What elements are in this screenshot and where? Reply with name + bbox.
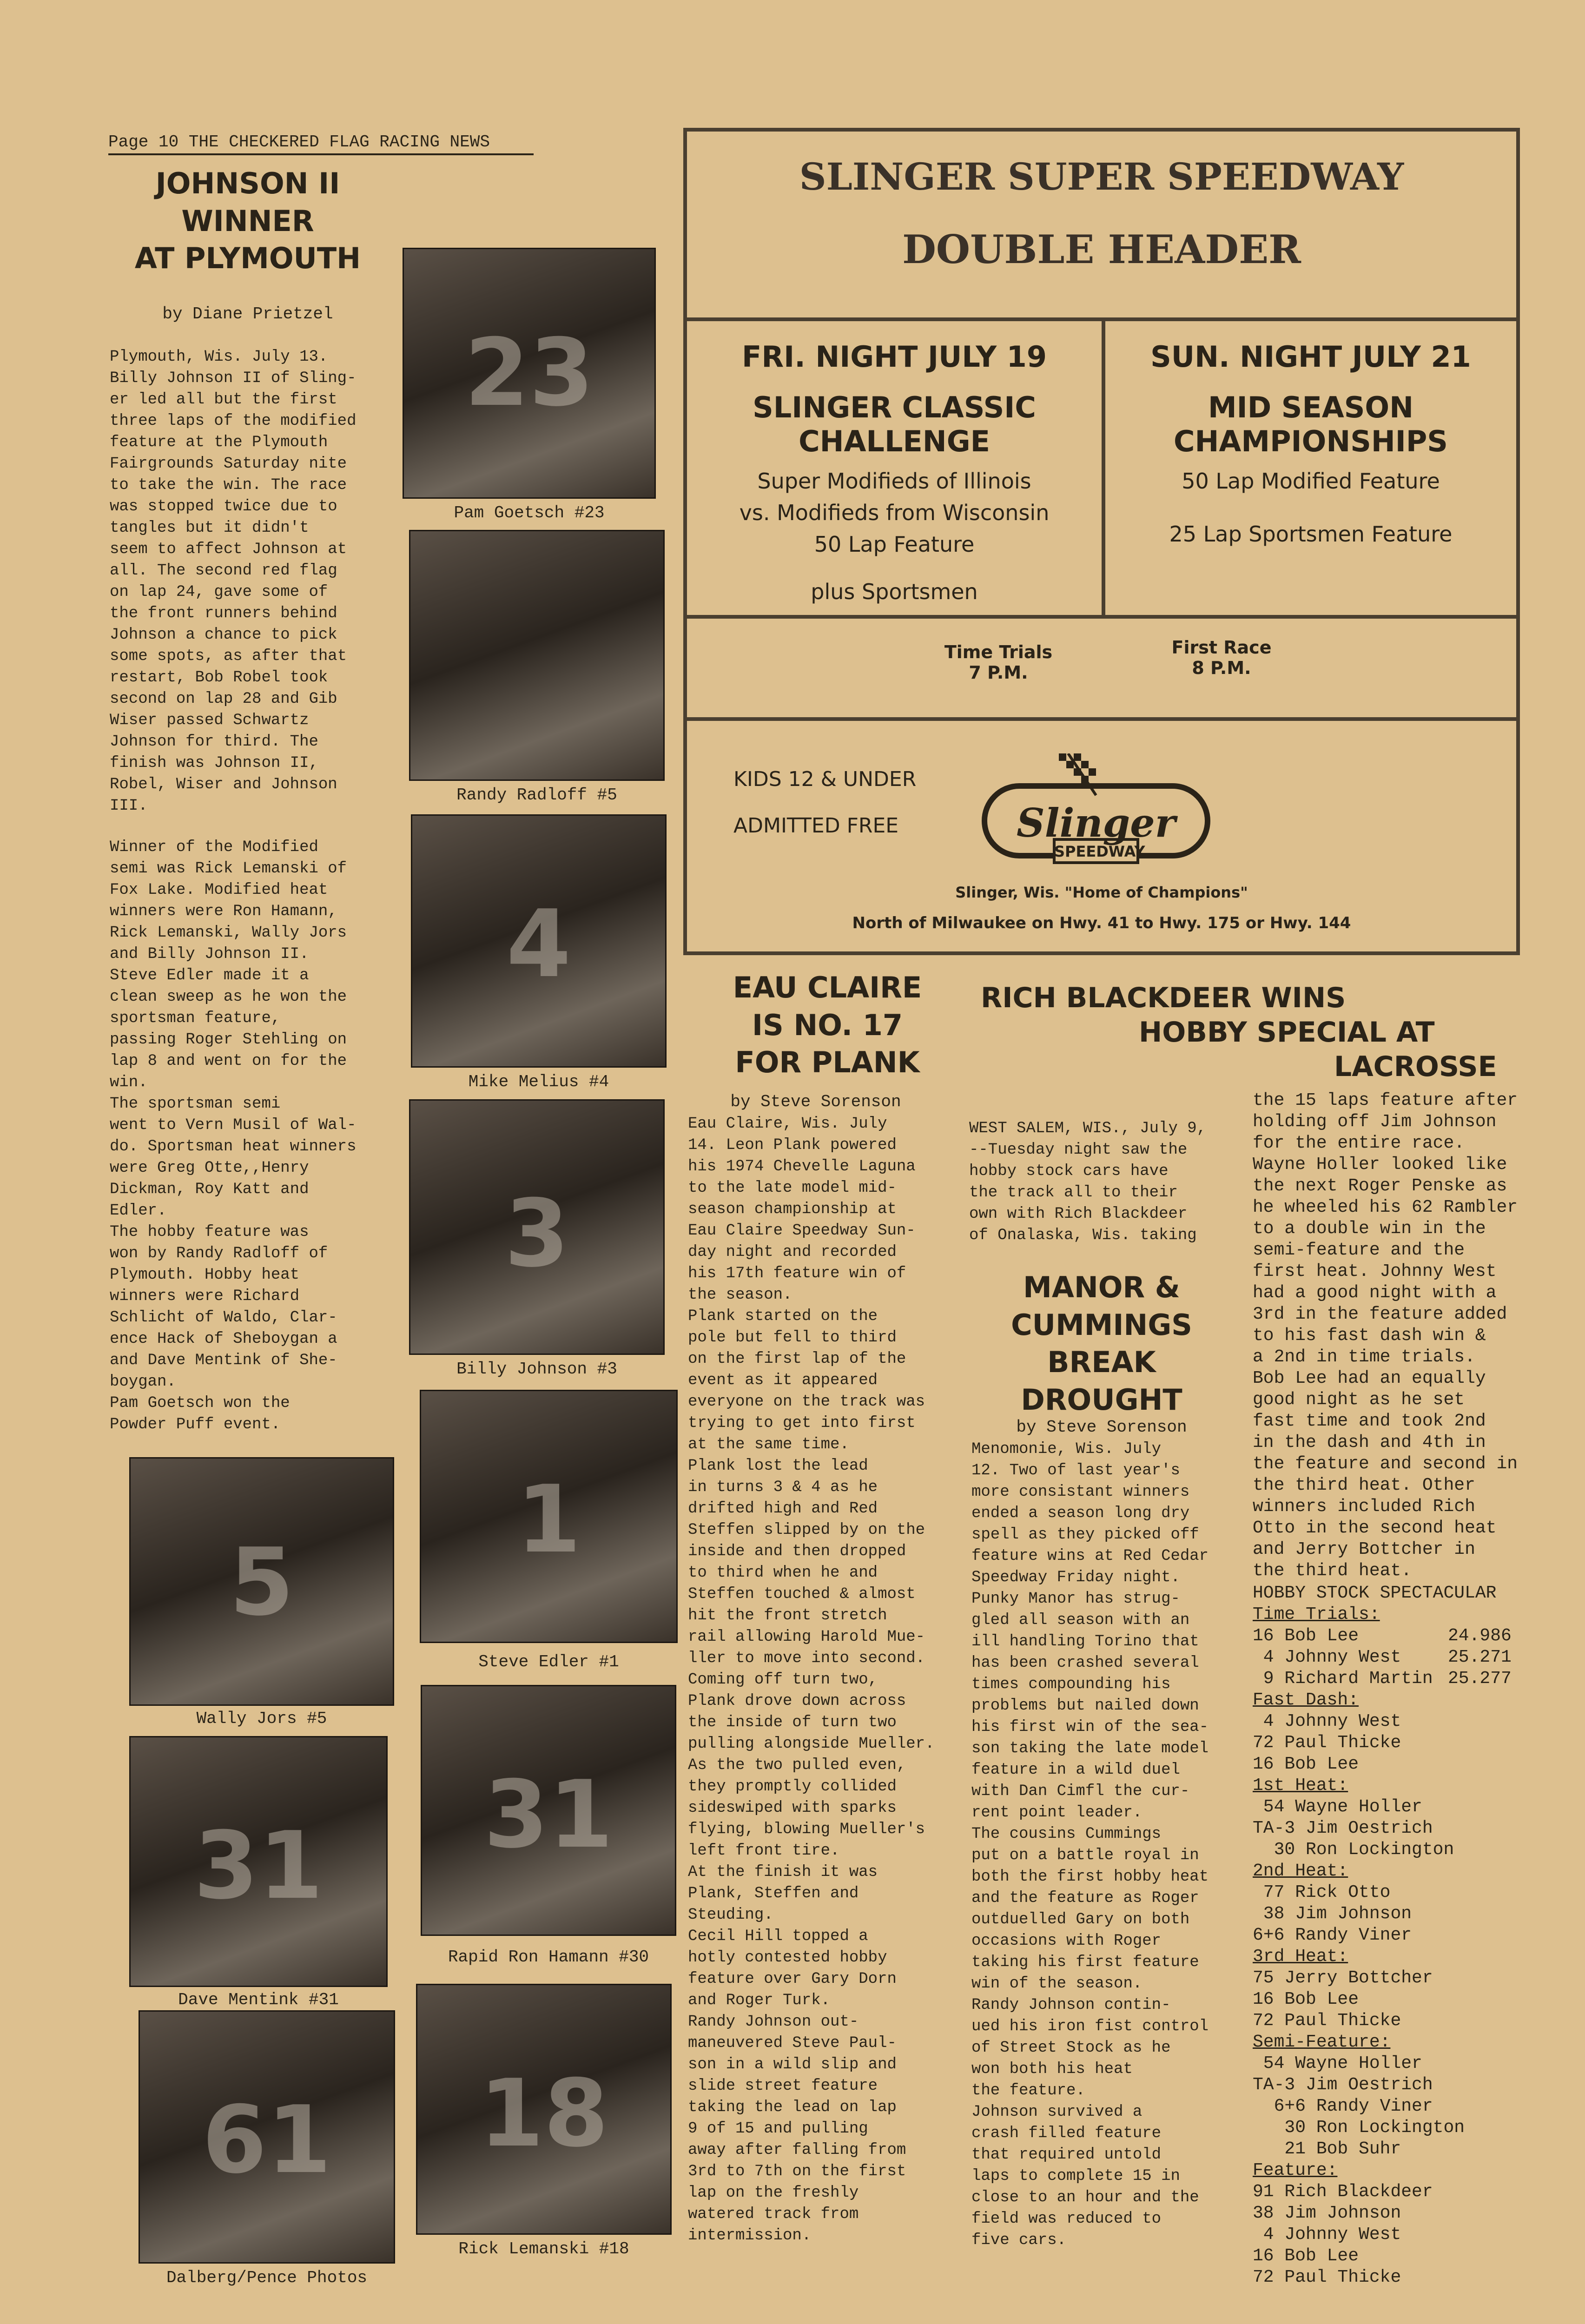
results-time: 25.277 — [1448, 1669, 1512, 1689]
results-driver: 54 Wayne Holler — [1253, 1797, 1422, 1817]
car-number: 61 — [202, 2086, 332, 2194]
headline-line: EAU CLAIRE — [733, 971, 922, 1004]
ad-sunday — [1105, 321, 1516, 615]
car-number: 23 — [464, 319, 594, 427]
results-driver: TA-3 Jim Oestrich — [1253, 1818, 1433, 1838]
results-row — [1253, 1754, 1522, 1775]
ad-tagline: Slinger, Wis. "Home of Champions" — [955, 884, 1248, 901]
results-driver: TA-3 Jim Oestrich — [1253, 2075, 1433, 2095]
logo-wordmark: Slinger — [1017, 800, 1176, 846]
results-driver: 77 Rick Otto — [1253, 1882, 1391, 1902]
results-label: Feature: — [1253, 2160, 1338, 2180]
results-row — [1253, 2224, 1522, 2245]
photo-car-61 — [139, 2010, 395, 2264]
car-number: 4 — [506, 890, 571, 998]
results-driver: 6+6 Randy Viner — [1253, 2096, 1433, 2116]
ad-fri-line: 50 Lap Feature — [814, 532, 975, 557]
results-driver: 72 Paul Thicke — [1253, 2267, 1401, 2287]
ad-friday — [687, 321, 1105, 615]
headline-line: JOHNSON II — [155, 166, 340, 200]
results-label: 3rd Heat: — [1253, 1947, 1348, 1967]
results-row — [1253, 1647, 1522, 1668]
results-row — [1253, 1903, 1522, 1925]
article4-headline — [985, 1269, 1218, 1419]
photo-car-18 — [416, 1984, 672, 2235]
results-time: 24.986 — [1448, 1626, 1512, 1646]
article3-headline — [981, 981, 1501, 1084]
article2-body: Eau Claire, Wis. July 14. Leon Plank powered his 1974 Chevelle Laguna to the late model mid- season championship at Eau Claire Speedway Sun- day night and recorded his 17th feature win of the season. Plank started on the pole but fell to third on the first lap of the event as it appeared everyone on the track was trying to get into first at the same time. Plank lost the lead in turns 3 & 4 as he drifted high and Red Steffen slipped by on the inside and then dropped to third when he and Steffen touched & almost hit the front stretch rail allowing Harold Mue- ller to move into second. Coming off turn two, Plank drove down across the inside of turn two pulling alongside Mueller. As the two pulled even, they promptly collided sideswiped with sparks flying, blowing Mueller's left front tire. At the finish it was Plank, Steffen and Steuding. Cecil Hill topped a hotly contested hobby feature over Gary Dorn and Roger Turk. Randy Johnson out- maneuvered Steve Paul- son in a wild slip and slide street feature taking the lead on lap 9 of 15 and pulling away after falling from 3rd to 7th on the first lap on the freshly watered track from intermission. — [688, 1115, 935, 2245]
ad-sun-date: SUN. NIGHT JULY 21 — [1150, 340, 1471, 374]
photo-car-3 — [409, 1099, 665, 1355]
slinger-logo — [980, 753, 1212, 870]
ad-bottom — [687, 717, 1516, 952]
headline-line: WINNER — [181, 204, 314, 238]
results-driver: 16 Bob Lee — [1253, 2246, 1359, 2266]
photo-car-31 — [129, 1736, 388, 1987]
results-driver: 9 Richard Martin — [1253, 1669, 1433, 1689]
photo-caption: Wally Jors #5 — [196, 1709, 327, 1728]
headline-line: CUMMINGS — [1011, 1307, 1192, 1342]
ad-fri-line: Super Modifieds of Illinois — [757, 469, 1031, 494]
results-row — [1253, 1625, 1522, 1647]
results-driver: 16 Bob Lee — [1253, 1626, 1359, 1646]
results-row — [1253, 2117, 1522, 2139]
results-row — [1253, 2074, 1522, 2096]
ad-sun-event: MID SEASON — [1208, 390, 1414, 424]
ad-kids: KIDS 12 & UNDER — [733, 767, 917, 791]
ad-time-trials-label: Time Trials — [944, 642, 1053, 662]
results-driver: 91 Rich Blackdeer — [1253, 2182, 1433, 2202]
ad-sun-line: 25 Lap Sportsmen Feature — [1169, 522, 1453, 547]
headline-line: AT PLYMOUTH — [134, 241, 361, 276]
headline-line: HOBBY SPECIAL AT — [1139, 1016, 1435, 1049]
article3-lead: WEST SALEM, WIS., July 9, --Tuesday night saw the hobby stock cars have the track all to their own with Rich Blackdeer of Onalaska, Wis. taking — [969, 1120, 1207, 1244]
results-driver: 38 Jim Johnson — [1253, 2203, 1401, 2223]
results-driver: 16 Bob Lee — [1253, 1989, 1359, 2009]
results-label: 2nd Heat: — [1253, 1861, 1348, 1881]
headline-line: MANOR & — [1023, 1270, 1180, 1304]
results-row — [1253, 1732, 1522, 1754]
car-number: 31 — [483, 1761, 614, 1869]
results-row — [1253, 1711, 1522, 1732]
results-row — [1253, 2053, 1522, 2074]
ad-sun-event: CHAMPIONSHIPS — [1174, 424, 1448, 458]
results-row — [1253, 2139, 1522, 2160]
results-row — [1253, 1989, 1522, 2010]
ad-fri-line: vs. Modifieds from Wisconsin — [739, 500, 1050, 525]
photo-credit: Dalberg/Pence Photos — [166, 2268, 368, 2287]
results-row — [1253, 2181, 1522, 2203]
article1-byline: by Diane Prietzel — [162, 304, 333, 324]
article4-byline: by Steve Sorenson — [1016, 1418, 1187, 1437]
headline-line: BREAK — [1047, 1345, 1156, 1380]
photo-car-30 — [421, 1685, 676, 1936]
photo-car-1 — [420, 1390, 678, 1643]
results-driver: 72 Paul Thicke — [1253, 2011, 1401, 2031]
ad-free: ADMITTED FREE — [733, 814, 899, 838]
results-time: 25.271 — [1448, 1647, 1512, 1667]
headline-line: LACROSSE — [1334, 1050, 1497, 1083]
ad-events — [687, 317, 1516, 615]
results-driver: 16 Bob Lee — [1253, 1754, 1359, 1774]
results-driver: 54 Wayne Holler — [1253, 2053, 1422, 2073]
results-driver: 30 Ron Lockington — [1253, 2118, 1465, 2138]
article1-body-part1: Plymouth, Wis. July 13. Billy Johnson II of Sling- er led all but the first three laps of the modified feature at the Plymouth Fairgrounds Saturday nite to take the win. The race was stopped twice due to tangles but it didn't seem to affect Johnson at all. The second red flag on lap 24, gave some of the front runners behind Johnson a chance to pick some spots, as after that restart, Bob Robel took second on lap 28 and Gib Wiser passed Schwartz Johnson for third. The finish was Johnson II, Robel, Wiser and Johnson III. — [110, 348, 357, 815]
headline-line: IS NO. 17 — [752, 1008, 903, 1042]
results-driver: 38 Jim Johnson — [1253, 1904, 1412, 1924]
results-row — [1253, 2267, 1522, 2288]
results-label: Semi-Feature: — [1253, 2032, 1391, 2052]
results-row — [1253, 2096, 1522, 2117]
headline-line: FOR PLANK — [735, 1045, 920, 1080]
article2-headline — [688, 969, 967, 1082]
photo-caption: Dave Mentink #31 — [178, 1990, 339, 2009]
ad-first-race — [1152, 637, 1291, 678]
results-row — [1253, 1818, 1522, 1839]
ad-first-race-time: 8 P.M. — [1192, 658, 1251, 678]
results-row — [1253, 1967, 1522, 1989]
article3-continued: the 15 laps feature after holding off Jim Johnson for the entire race. Wayne Holler looked like the next Roger Penske as he wheeled his 62 Rambler to a double win in the semi-feature and the first heat. Johnny West had a good night with a 3rd in the feature added to his fast dash win & a 2nd in time trials. Bob Lee had an equally good night as he set fast time and took 2nd in the dash and 4th in the feature and second in the third heat. Other winners included Rich Otto in the second heat and Jerry Bottcher in the third heat. — [1253, 1090, 1518, 1581]
results-label: 1st Heat: — [1253, 1776, 1348, 1796]
photo-car-4 — [411, 814, 667, 1068]
ad-times — [687, 615, 1516, 717]
results-driver: 30 Ron Lockington — [1253, 1840, 1454, 1860]
ad-directions: North of Milwaukee on Hwy. 41 to Hwy. 175 or Hwy. 144 — [852, 914, 1351, 932]
results-driver: 72 Paul Thicke — [1253, 1733, 1401, 1753]
article4-body: Menomonie, Wis. July 12. Two of last year's more consistant winners ended a season long dry spell as they picked off feature wins at Red Cedar Speedway Friday night. Punky Manor has strug- gled all season with an ill handling Torino that has been crashed several times compounding his problems but nailed down his first win of the sea- son taking the late model feature in a wild duel with Dan Cimfl the cur- rent point leader. The cousins Cummings put on a battle royal in both the first hobby heat and the feature as Roger outduelled Gary on both occasions with Roger taking his first feature win of the season. Randy Johnson contin- ued his iron fist control of Street Stock as he won both his heat the feature. Johnson survived a crash filled feature that required untold laps to complete 15 in close to an hour and the field was reduced to five cars. — [971, 1440, 1209, 2249]
photo-caption: Steve Edler #1 — [478, 1652, 619, 1671]
results-driver: 4 Johnny West — [1253, 1711, 1401, 1731]
results-row — [1253, 2245, 1522, 2267]
ad-title: SLINGER SUPER SPEEDWAY — [799, 155, 1404, 198]
results-driver: 75 Jerry Bottcher — [1253, 1968, 1433, 1988]
photo-caption: Rapid Ron Hamann #30 — [448, 1948, 649, 1967]
ad-fri-event: CHALLENGE — [799, 424, 990, 458]
ad-time-trials-time: 7 P.M. — [969, 662, 1028, 683]
results-row — [1253, 1668, 1522, 1690]
results-row — [1253, 1882, 1522, 1903]
article1-body-part2: Winner of the Modified semi was Rick Lemanski of Fox Lake. Modified heat winners were Ron Hamann, Rick Lemanski, Wally Jors and Billy Johnson II. Steve Edler made it a clean sweep as he won the sportsman feature, passing Roger Stehling on lap 8 and went on for the win. The sportsman semi went to Vern Musil of Wal- do. Sportsman heat winners were Greg Otte,,Henry Dickman, Roy Katt and Edler. The hobby feature was won by Randy Radloff of Plymouth. Hobby heat winners were Richard Schlicht of Waldo, Clar- ence Hack of Sheboygan a and Dave Mentink of She- boygan. Pam Goetsch won the Powder Puff event. — [110, 838, 357, 1433]
photo-caption: Billy Johnson #3 — [456, 1360, 617, 1379]
results-row — [1253, 1796, 1522, 1818]
results-row — [1253, 2010, 1522, 2032]
results-row — [1253, 2203, 1522, 2224]
car-number: 3 — [504, 1180, 569, 1288]
photo-caption: Pam Goetsch #23 — [454, 503, 605, 522]
headline-line: RICH BLACKDEER WINS — [981, 982, 1346, 1014]
article2-byline: by Steve Sorenson — [730, 1092, 901, 1111]
running-head: Page 10 THE CHECKERED FLAG RACING NEWS — [108, 132, 534, 155]
ad-subtitle: DOUBLE HEADER — [902, 226, 1301, 272]
photo-caption: Mike Melius #4 — [468, 1072, 609, 1091]
car-number: 5 — [229, 1528, 294, 1637]
photo-car-5-jors — [129, 1457, 394, 1706]
results-label: Time Trials: — [1253, 1604, 1380, 1624]
results-driver: 4 Johnny West — [1253, 2225, 1401, 2245]
car-number: 1 — [516, 1466, 581, 1574]
ad-fri-event: SLINGER CLASSIC — [753, 390, 1036, 424]
results-label: Fast Dash: — [1253, 1690, 1359, 1710]
results-block — [1253, 1583, 1522, 2288]
results-driver: 6+6 Randy Viner — [1253, 1925, 1412, 1945]
results-row — [1253, 1839, 1522, 1861]
photo-car-5-radloff — [409, 530, 665, 781]
results-driver: 21 Bob Suhr — [1253, 2139, 1401, 2159]
logo-speedway: SPEEDWAY — [1054, 843, 1145, 860]
results-row — [1253, 1925, 1522, 1946]
car-number: 31 — [193, 1812, 324, 1920]
ad-first-race-label: First Race — [1171, 637, 1272, 658]
article1-headline — [108, 165, 387, 277]
results-title: HOBBY STOCK SPECTACULAR — [1253, 1583, 1497, 1603]
ad-sun-line: 50 Lap Modified Feature — [1182, 469, 1440, 494]
photo-caption: Randy Radloff #5 — [456, 786, 617, 805]
headline-line: DROUGHT — [1021, 1382, 1182, 1417]
photo-car-23 — [403, 248, 656, 499]
ad-fri-date: FRI. NIGHT JULY 19 — [742, 340, 1047, 374]
car-number: 18 — [479, 2060, 609, 2168]
photo-caption: Rick Lemanski #18 — [458, 2239, 629, 2258]
ad-fri-line: plus Sportsmen — [811, 579, 978, 604]
ad-time-trials — [929, 642, 1068, 683]
results-driver: 4 Johnny West — [1253, 1647, 1401, 1667]
slinger-speedway-ad — [683, 128, 1520, 955]
